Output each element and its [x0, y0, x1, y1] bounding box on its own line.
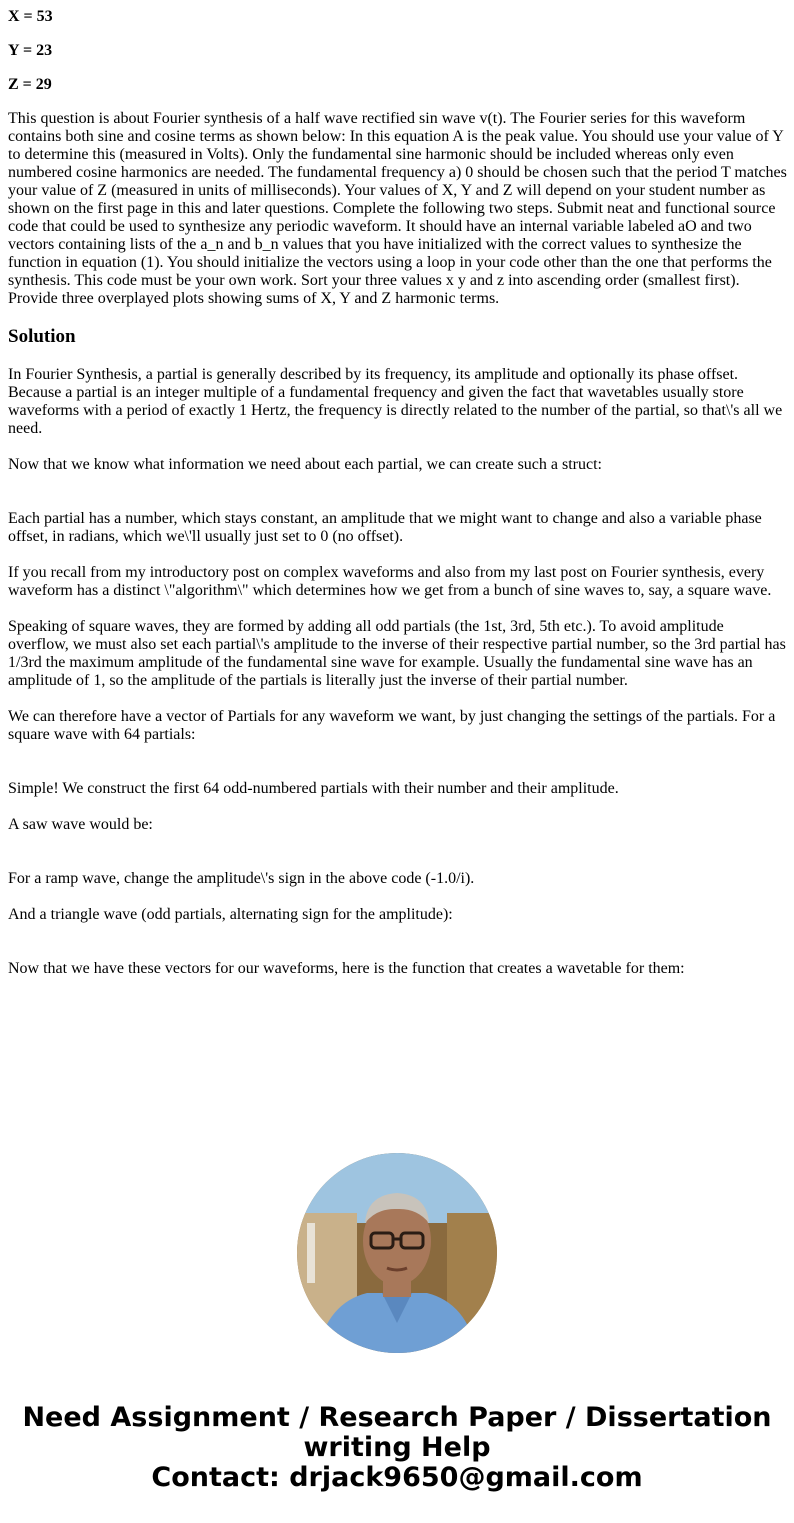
person-photo-icon	[297, 1153, 497, 1353]
footer-line: writing Help	[303, 1432, 491, 1463]
variable-x: X = 53	[8, 8, 53, 25]
solution-paragraph: Now that we have these vectors for our waveforms, here is the function that creates a wavetable for them:	[8, 960, 685, 977]
solution-paragraph: Each partial has a number, which stays constant, an amplitude that we might want to change and also a variable phase offset, in radians, which we\'ll usually just set to 0 (no offset).	[8, 510, 762, 545]
solution-heading: Solution	[8, 326, 76, 347]
footer-line: Need Assignment / Research Paper / Dissertation	[22, 1402, 772, 1433]
code-block-placeholder	[8, 942, 788, 960]
solution-paragraph: If you recall from my introductory post on complex waveforms and also from my last post on Fourier synthesis, every waveform has a distinct \"algorithm\" which determines how we get from a bunch of sine waves to, say, a square wave.	[8, 564, 772, 599]
solution-paragraph: For a ramp wave, change the amplitude\'s sign in the above code (-1.0/i).	[8, 870, 475, 887]
avatar	[297, 1153, 497, 1353]
solution-paragraph: Speaking of square waves, they are formed by adding all odd partials (the 1st, 3rd, 5th etc.). To avoid amplitude overflow, we must also set each partial\'s amplitude to the inverse of their respective partial number, so the 3rd partial has 1/3rd the maximum amplitude of the fundamental sine wave for example. Usually the fundamental sine wave has an amplitude of 1, so the amplitude of the partials is literally just the inverse of their partial number.	[8, 618, 786, 689]
solution-paragraph: A saw wave would be:	[8, 816, 153, 833]
code-block-placeholder	[8, 762, 788, 780]
contact-footer	[0, 1403, 794, 1493]
solution-paragraph: Now that we know what information we need about each partial, we can create such a struct:	[8, 456, 602, 473]
variable-y: Y = 23	[8, 42, 53, 59]
code-block-placeholder	[8, 492, 788, 510]
document-content	[8, 8, 788, 996]
code-block-placeholder	[8, 852, 788, 870]
contact-email: Contact: drjack9650@gmail.com	[151, 1462, 643, 1493]
variable-z: Z = 29	[8, 76, 52, 93]
solution-paragraph: And a triangle wave (odd partials, alternating sign for the amplitude):	[8, 906, 453, 923]
question-text: This question is about Fourier synthesis of a half wave rectified sin wave v(t). The Fourier series for this waveform contains both sine and cosine terms as shown below: In this equation A is the peak value. You should use your value of Y to determine this (measured in Volts). Only the fundamental sine harmonic should be included whereas only even numbered cosine harmonics are needed. The fundamental frequency a) 0 should be chosen such that the period T matches your value of Z (measured in units of milliseconds). Your values of X, Y and Z will depend on your student number as shown on the first page in this and later questions. Complete the following two steps. Submit neat and functional source code that could be used to synthesize any periodic waveform. It should have an internal variable labeled aO and two vectors containing lists of the a_n and b_n values that you have initialized with the correct values to synthesize the function in equation (1). You should initialize the vectors using a loop in your code other than the one that performs the synthesis. This code must be your own work. Sort your three values x y and z into ascending order (smallest first). Provide three overplayed plots showing sums of X, Y and Z harmonic terms.	[8, 110, 787, 307]
solution-paragraph: We can therefore have a vector of Partials for any waveform we want, by just changing the settings of the partials. For a square wave with 64 partials:	[8, 708, 776, 743]
solution-paragraph: In Fourier Synthesis, a partial is generally described by its frequency, its amplitude and optionally its phase offset. Because a partial is an integer multiple of a fundamental frequency and given the fact that wavetables usually store waveforms with a period of exactly 1 Hertz, the frequency is directly related to the number of the partial, so that\'s all we need.	[8, 366, 783, 437]
solution-paragraph: Simple! We construct the first 64 odd-numbered partials with their number and their amplitude.	[8, 780, 619, 797]
